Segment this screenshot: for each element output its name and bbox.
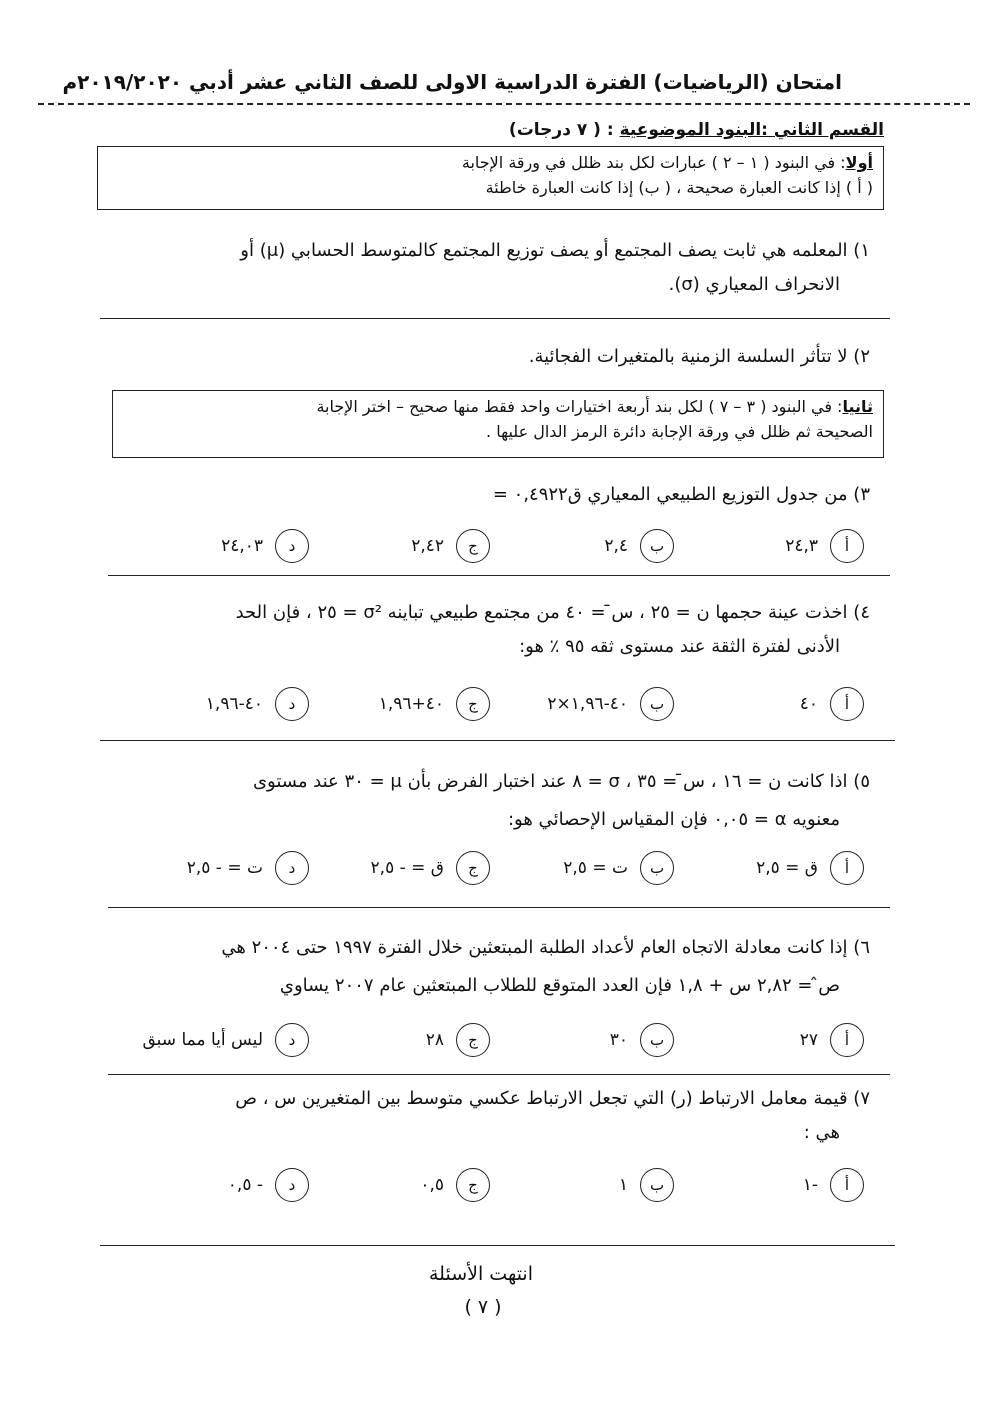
question-7-line1 [100, 1082, 870, 1116]
q5-option-b[interactable] [563, 851, 674, 885]
option-text: ٢٤,٣ [785, 536, 818, 556]
question-6-line1 [90, 926, 870, 969]
question-1-number: ١) [853, 240, 870, 261]
option-letter-circle[interactable]: ج [456, 1168, 490, 1202]
question-5-line1 [100, 760, 870, 803]
option-text: ٤٠-١,٩٦×٢ [547, 694, 628, 714]
option-text: ٢٧ [799, 1030, 818, 1050]
answer-line-q7 [100, 1245, 895, 1246]
option-letter-circle[interactable]: د [275, 1023, 309, 1057]
answer-line-q4 [100, 740, 895, 741]
option-text: ٢,٤ [604, 536, 628, 556]
q5-option-c[interactable] [371, 851, 490, 885]
answer-line-q1 [100, 318, 890, 319]
question-6-number: ٦) [853, 937, 870, 958]
section-marks: : ( ٧ درجات) [508, 120, 614, 140]
question-2-number: ٢) [853, 346, 870, 367]
q3-option-b[interactable] [604, 529, 674, 563]
option-text: ٣٠ [609, 1030, 628, 1050]
option-text: -١ [802, 1175, 818, 1195]
q3-option-d[interactable] [221, 529, 309, 563]
option-letter-circle[interactable]: د [275, 1168, 309, 1202]
option-text: ٤٠ [799, 694, 818, 714]
question-7-line2: هي : [803, 1122, 840, 1144]
answer-line-q5 [108, 907, 890, 908]
question-3-text: من جدول التوزيع الطبيعي المعياري ق٠,٤٩٢٢ = [492, 484, 848, 505]
option-text: - ٠,٥ [227, 1175, 263, 1195]
q5-option-a[interactable] [756, 851, 864, 885]
question-4 [90, 596, 870, 664]
question-7 [100, 1082, 870, 1150]
q6-option-a[interactable] [800, 1023, 864, 1057]
part1-instruction-box [97, 146, 884, 210]
option-text: ق = - ٢,٥ [370, 858, 444, 878]
section-title [509, 120, 884, 140]
page-number: ( ٧ ) [464, 1296, 502, 1318]
option-letter-circle[interactable]: ج [456, 851, 490, 885]
header-dashed-divider [38, 103, 970, 105]
question-5-line2: معنويه α = ٠,٠٥ فإن المقياس الإحصائي هو: [507, 809, 840, 831]
question-7-number: ٧) [853, 1088, 870, 1109]
option-text: ليس أيا مما سبق [142, 1030, 263, 1050]
option-letter-circle[interactable]: ب [640, 529, 674, 563]
q7-option-d[interactable] [228, 1168, 309, 1202]
option-letter-circle[interactable]: ب [640, 1023, 674, 1057]
option-text: ق = ٢,٥ [756, 858, 818, 878]
option-letter-circle[interactable]: ج [456, 529, 490, 563]
question-4-text-1: اخذت عينة حجمها ن = ٢٥ ، س̄ = ٤٠ من مجتمع طبيعي تباينه σ² = ٢٥ ، فإن الحد [235, 602, 848, 623]
q3-option-c[interactable] [411, 529, 490, 563]
option-text: ٢٨ [425, 1030, 444, 1050]
q4-option-a[interactable] [800, 687, 864, 721]
part2-line1-text: : في البنود ( ٣ – ٧ ) لكل بند أربعة اختيارات واحد فقط منها صحيح – اختر الإجابة [316, 397, 843, 416]
option-text: ت = ٢,٥ [563, 858, 628, 878]
option-letter-circle[interactable]: أ [830, 529, 864, 563]
q4-option-c[interactable] [379, 687, 490, 721]
option-text: ٤٠-١,٩٦ [205, 694, 263, 714]
option-letter-circle[interactable]: د [275, 687, 309, 721]
question-3-number: ٣) [853, 484, 870, 505]
q7-option-c[interactable] [420, 1168, 490, 1202]
option-letter-circle[interactable]: أ [830, 687, 864, 721]
part2-line1 [123, 395, 873, 420]
option-text: ت = - ٢,٥ [186, 858, 263, 878]
option-text: ٢,٤٢ [411, 536, 444, 556]
question-5 [100, 760, 870, 837]
option-letter-circle[interactable]: ب [640, 851, 674, 885]
q7-option-b[interactable] [619, 1168, 674, 1202]
option-letter-circle[interactable]: ب [640, 1168, 674, 1202]
question-2 [110, 340, 870, 374]
q6-option-b[interactable] [610, 1023, 674, 1057]
part1-line1 [108, 151, 873, 176]
q4-option-d[interactable] [206, 687, 309, 721]
question-5-text-1: اذا كانت ن = ١٦ ، س̄ = ٣٥ ، σ = ٨ عند اختبار الفرض بأن μ = ٣٠ عند مستوى [252, 771, 848, 792]
option-letter-circle[interactable]: د [275, 851, 309, 885]
option-letter-circle[interactable]: أ [830, 1168, 864, 1202]
question-1-text-1: المعلمه هي ثابت يصف المجتمع أو يصف توزيع المجتمع كالمتوسط الحسابي (μ) أو [240, 240, 848, 261]
q7-option-a[interactable] [803, 1168, 864, 1202]
question-5-number: ٥) [853, 771, 870, 792]
option-letter-circle[interactable]: د [275, 529, 309, 563]
option-letter-circle[interactable]: ج [456, 687, 490, 721]
q6-option-c[interactable] [426, 1023, 490, 1057]
question-1-line1 [110, 234, 870, 268]
answer-line-q3 [108, 575, 890, 576]
question-3 [110, 478, 870, 512]
q4-option-b[interactable] [547, 687, 674, 721]
part2-instruction-box [112, 390, 884, 458]
q6-option-d[interactable] [143, 1023, 310, 1057]
question-4-line2: الأدنى لفترة الثقة عند مستوى ثقه ٩٥ ٪ هو: [519, 636, 840, 658]
part2-label: ثانيا [842, 397, 873, 416]
question-4-line1 [90, 596, 870, 630]
option-text: ٤٠+١,٩٦ [378, 694, 444, 714]
option-text: ٠,٥ [420, 1175, 444, 1195]
option-letter-circle[interactable]: أ [830, 1023, 864, 1057]
part2-line2: الصحيحة ثم ظلل في ورقة الإجابة دائرة الرمز الدال عليها . [486, 421, 873, 441]
exam-title: امتحان (الرياضيات) الفترة الدراسية الاولى للصف الثاني عشر أدبي ٢٠١٩/٢٠٢٠م [62, 70, 842, 94]
q5-option-d[interactable] [187, 851, 309, 885]
end-of-questions: انتهت الأسئلة [429, 1263, 533, 1285]
question-1 [110, 234, 870, 302]
part1-line1-text: : في البنود ( ١ – ٢ ) عبارات لكل بند ظلل في ورقة الإجابة [461, 153, 846, 172]
option-text: ٢٤,٠٣ [221, 536, 263, 556]
question-4-number: ٤) [853, 602, 870, 623]
question-6-text-1: إذا كانت معادلة الاتجاه العام لأعداد الطلبة المبتعثين خلال الفترة ١٩٩٧ حتى ٢٠٠٤ هي [221, 937, 848, 958]
option-letter-circle[interactable]: أ [830, 851, 864, 885]
question-1-line2: الانحراف المعياري (σ). [668, 274, 840, 296]
question-2-text: لا تتأثر السلسة الزمنية بالمتغيرات الفجائية. [528, 346, 848, 367]
part1-label: أولا [845, 153, 873, 172]
question-6 [90, 926, 870, 1003]
option-letter-circle[interactable]: ب [640, 687, 674, 721]
part1-line2: ( أ ) إذا كانت العبارة صحيحة ، ( ب) إذا كانت العبارة خاطئة [485, 177, 873, 197]
option-text: ١ [618, 1175, 628, 1195]
question-6-line2: ص̂ = ٢,٨٢ س + ١,٨ فإن العدد المتوقع للطلاب المبتعثين عام ٢٠٠٧ يساوي [279, 975, 840, 997]
answer-line-q6 [108, 1074, 890, 1075]
option-letter-circle[interactable]: ج [456, 1023, 490, 1057]
q3-option-a[interactable] [785, 529, 864, 563]
section-title-text: القسم الثاني :البنود الموضوعية [619, 120, 884, 140]
question-7-text-1: قيمة معامل الارتباط (ر) التي تجعل الارتباط عكسي متوسط بين المتغيرين س ، ص [235, 1088, 848, 1109]
